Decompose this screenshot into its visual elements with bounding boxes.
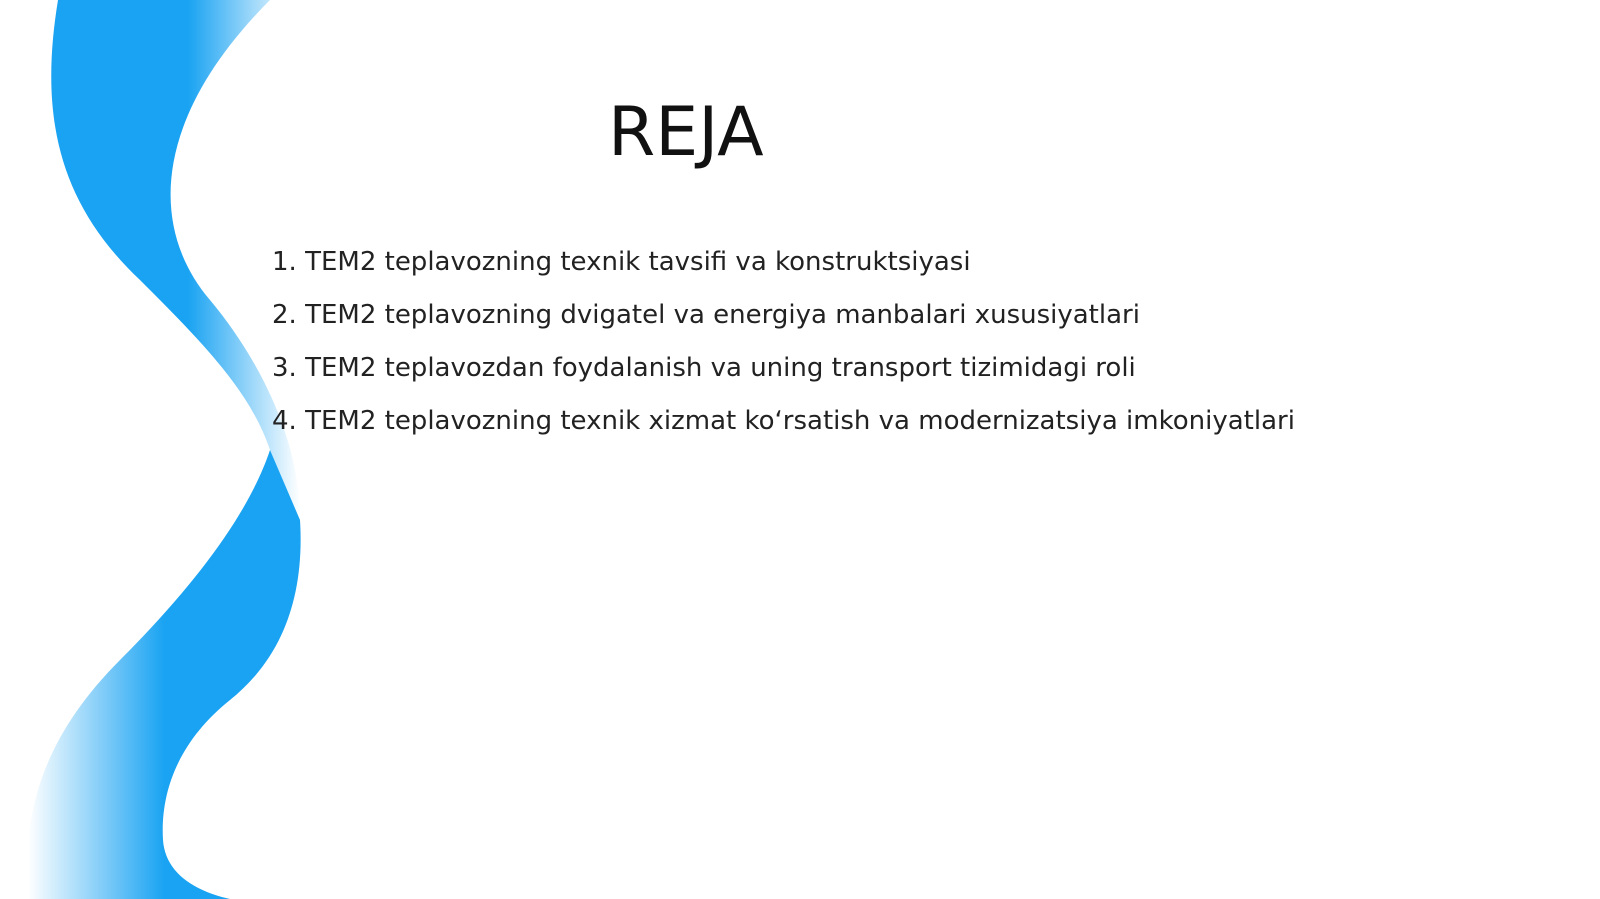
agenda-list [272,236,1295,448]
list-item: 3. TEM2 teplavozdan foydalanish va uning transport tizimidagi roli [272,353,1136,383]
slide-title: REJA [608,93,764,172]
list-item: 1. TEM2 teplavozning texnik tavsifi va konstruktsiyasi [272,247,971,277]
list-item: 2. TEM2 teplavozning dvigatel va energiya manbalari xususiyatlari [272,300,1140,330]
list-item: 4. TEM2 teplavozning texnik xizmat koʻrsatish va modernizatsiya imkoniyatlari [272,406,1295,436]
